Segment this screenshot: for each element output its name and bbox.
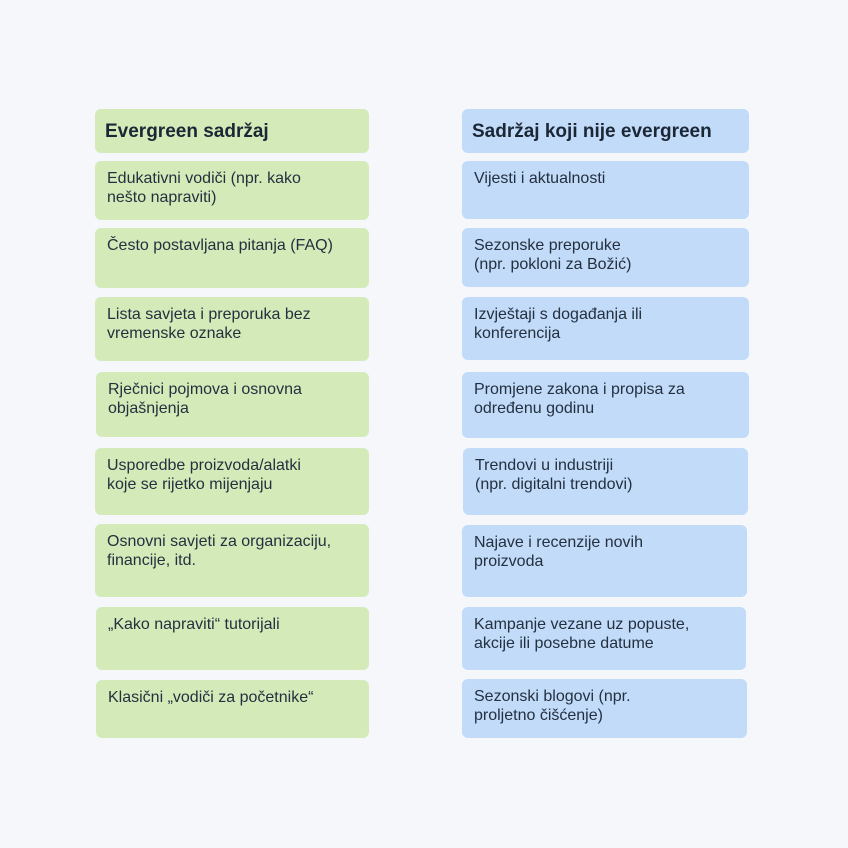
evergreen-item: Usporedbe proizvoda/alatki koje se rijetko mijenjaju bbox=[95, 448, 369, 515]
evergreen-item: „Kako napraviti“ tutorijali bbox=[96, 607, 369, 670]
non-evergreen-item: Izvještaji s događanja ili konferencija bbox=[462, 297, 749, 360]
non-evergreen-item: Sezonski blogovi (npr. proljetno čišćenje) bbox=[462, 679, 747, 738]
non-evergreen-item: Najave i recenzije novih proizvoda bbox=[462, 525, 747, 597]
evergreen-item: Klasični „vodiči za početnike“ bbox=[96, 680, 369, 738]
evergreen-item: Edukativni vodiči (npr. kako nešto napraviti) bbox=[95, 161, 369, 220]
non-evergreen-item: Sezonske preporuke (npr. pokloni za Božić) bbox=[462, 228, 749, 287]
non-evergreen-item: Trendovi u industriji (npr. digitalni trendovi) bbox=[463, 448, 748, 515]
non-evergreen-item: Vijesti i aktualnosti bbox=[462, 161, 749, 219]
non-evergreen-header: Sadržaj koji nije evergreen bbox=[462, 109, 749, 153]
evergreen-header: Evergreen sadržaj bbox=[95, 109, 369, 153]
evergreen-item: Lista savjeta i preporuka bez vremenske oznake bbox=[95, 297, 369, 361]
non-evergreen-item: Kampanje vezane uz popuste, akcije ili posebne datume bbox=[462, 607, 746, 670]
evergreen-item: Rječnici pojmova i osnovna objašnjenja bbox=[96, 372, 369, 437]
non-evergreen-item: Promjene zakona i propisa za određenu godinu bbox=[462, 372, 749, 438]
evergreen-item: Često postavljana pitanja (FAQ) bbox=[95, 228, 369, 288]
evergreen-item: Osnovni savjeti za organizaciju, financije, itd. bbox=[95, 524, 369, 597]
